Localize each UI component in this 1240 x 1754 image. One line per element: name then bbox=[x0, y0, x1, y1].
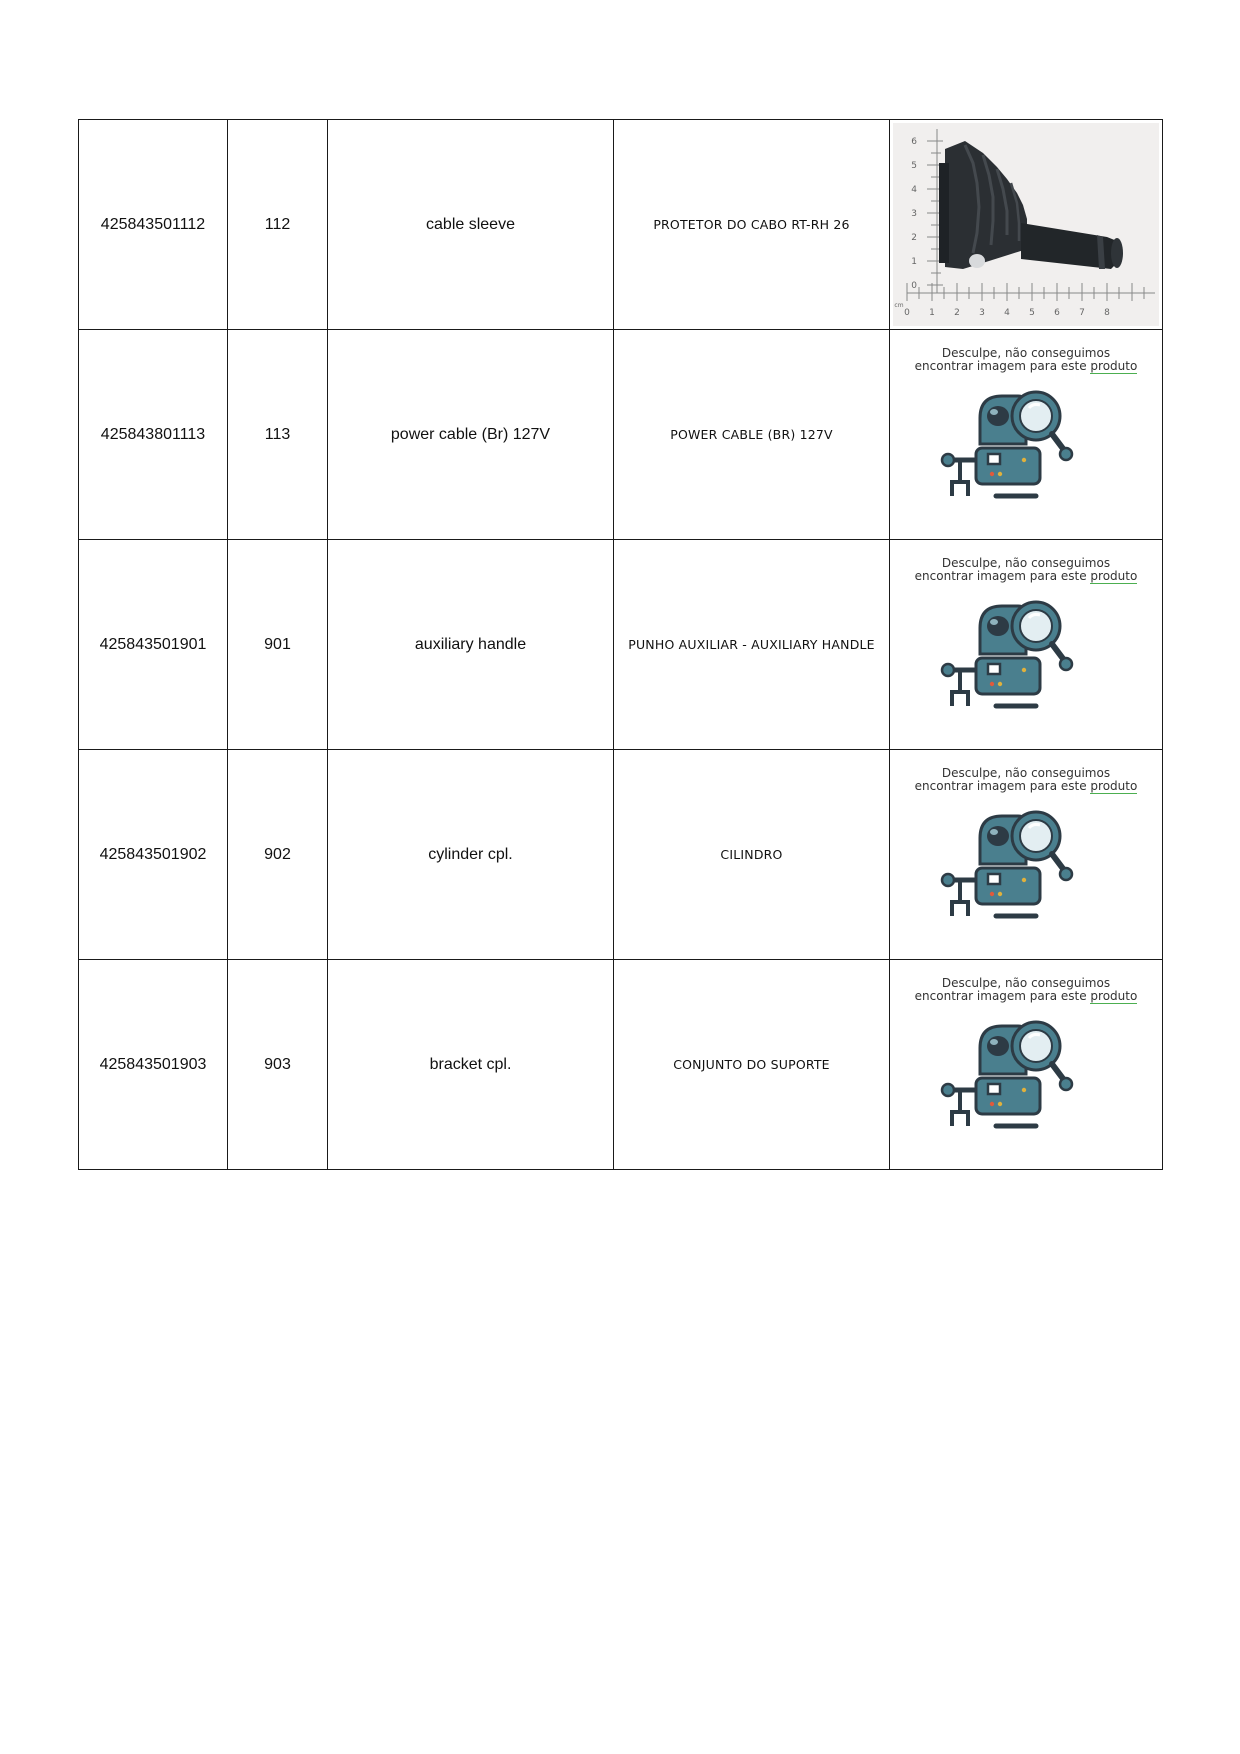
placeholder-message bbox=[890, 347, 1162, 373]
ruler-tick-label: 4 bbox=[1004, 308, 1010, 318]
table-row bbox=[79, 330, 1163, 540]
placeholder-line2: encontrar imagem para este bbox=[914, 779, 1091, 793]
ruler-tick-label: 4 bbox=[911, 185, 917, 195]
placeholder-link[interactable]: produto bbox=[1090, 779, 1138, 793]
image-placeholder bbox=[890, 750, 1162, 959]
ruler-tick-label: 7 bbox=[1079, 308, 1085, 318]
placeholder-line2: encontrar imagem para este bbox=[914, 359, 1091, 373]
part-name: bracket cpl. bbox=[328, 960, 614, 1170]
table-row bbox=[79, 750, 1163, 960]
placeholder-message bbox=[890, 767, 1162, 793]
position-number: 112 bbox=[228, 120, 328, 330]
part-name: cable sleeve bbox=[328, 120, 614, 330]
ruler-tick-label: 5 bbox=[1029, 308, 1035, 318]
ruler-tick-label: 1 bbox=[929, 308, 935, 318]
part-description: POWER CABLE (BR) 127V bbox=[614, 330, 890, 540]
ruler-unit: cm bbox=[894, 302, 904, 309]
placeholder-link[interactable]: produto bbox=[1090, 359, 1138, 373]
position-number: 902 bbox=[228, 750, 328, 960]
placeholder-line1: Desculpe, não conseguimos bbox=[941, 556, 1111, 570]
part-code: 425843501112 bbox=[79, 120, 228, 330]
ruler-tick-label: 1 bbox=[911, 257, 917, 267]
ruler-tick-label: 5 bbox=[911, 161, 917, 171]
robot-magnifier-icon bbox=[940, 598, 1090, 716]
ruler-tick-label: 2 bbox=[911, 233, 917, 243]
table-row bbox=[79, 540, 1163, 750]
placeholder-message bbox=[890, 977, 1162, 1003]
placeholder-message bbox=[890, 557, 1162, 583]
part-code: 425843501902 bbox=[79, 750, 228, 960]
placeholder-line1: Desculpe, não conseguimos bbox=[941, 766, 1111, 780]
robot-magnifier-icon bbox=[940, 388, 1090, 506]
placeholder-line2: encontrar imagem para este bbox=[914, 569, 1091, 583]
position-number: 901 bbox=[228, 540, 328, 750]
ruler-tick-label: 3 bbox=[979, 308, 985, 318]
table-row bbox=[79, 120, 1163, 330]
position-number: 903 bbox=[228, 960, 328, 1170]
product-image-cell bbox=[890, 750, 1163, 960]
robot-magnifier-icon bbox=[940, 808, 1090, 926]
part-name: power cable (Br) 127V bbox=[328, 330, 614, 540]
part-code: 425843501901 bbox=[79, 540, 228, 750]
ruler-tick-label: 8 bbox=[1104, 308, 1110, 318]
part-code: 425843801113 bbox=[79, 330, 228, 540]
part-description: CILINDRO bbox=[614, 750, 890, 960]
part-name: cylinder cpl. bbox=[328, 750, 614, 960]
table-row bbox=[79, 960, 1163, 1170]
placeholder-line1: Desculpe, não conseguimos bbox=[941, 346, 1111, 360]
placeholder-line2: encontrar imagem para este bbox=[914, 989, 1091, 1003]
ruler-tick-label: 2 bbox=[954, 308, 960, 318]
product-image-cell bbox=[890, 120, 1163, 330]
part-description: PROTETOR DO CABO RT-RH 26 bbox=[614, 120, 890, 330]
robot-magnifier-icon bbox=[940, 1018, 1090, 1136]
product-image-cell bbox=[890, 330, 1163, 540]
placeholder-link[interactable]: produto bbox=[1090, 569, 1138, 583]
placeholder-line1: Desculpe, não conseguimos bbox=[941, 976, 1111, 990]
parts-table bbox=[78, 119, 1163, 1170]
product-image-cell bbox=[890, 960, 1163, 1170]
part-description: CONJUNTO DO SUPORTE bbox=[614, 960, 890, 1170]
ruler-tick-label: 0 bbox=[904, 308, 910, 318]
ruler-tick-label: 3 bbox=[911, 209, 917, 219]
part-code: 425843501903 bbox=[79, 960, 228, 1170]
ruler-tick-label: 6 bbox=[1054, 308, 1060, 318]
part-description: PUNHO AUXILIAR - AUXILIARY HANDLE bbox=[614, 540, 890, 750]
ruler-tick-label: 6 bbox=[911, 137, 917, 147]
placeholder-link[interactable]: produto bbox=[1090, 989, 1138, 1003]
part-name: auxiliary handle bbox=[328, 540, 614, 750]
image-placeholder bbox=[890, 960, 1162, 1169]
ruler-tick-label: 0 bbox=[911, 281, 917, 291]
product-image-cell bbox=[890, 540, 1163, 750]
position-number: 113 bbox=[228, 330, 328, 540]
image-placeholder bbox=[890, 540, 1162, 749]
cable-sleeve-photo bbox=[893, 123, 1159, 326]
image-placeholder bbox=[890, 330, 1162, 539]
